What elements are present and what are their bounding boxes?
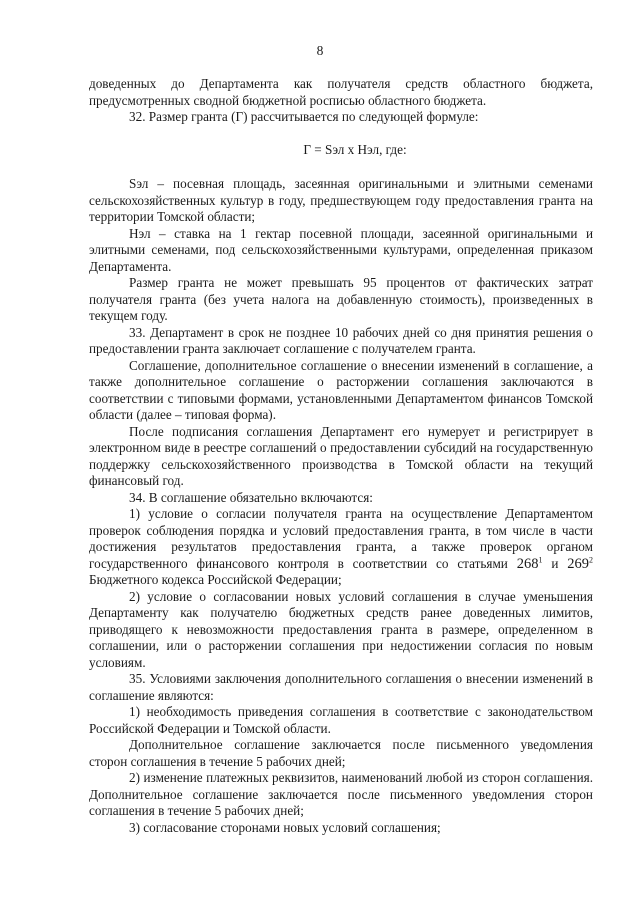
paragraph-35-item-3: 3) согласование сторонами новых условий соглашения;	[129, 819, 441, 835]
paragraph-35: 35. Условиями заключения дополнительного соглашения о внесении изменений в соглашение являются:	[89, 671, 593, 703]
paragraph-grant-limit: Размер гранта не может превышать 95 процентов от фактических затрат получателя гранта (без учета налога на добавленную стоимость), произведенных в текущем году.	[89, 275, 593, 323]
paragraph-agreement-forms: Соглашение, дополнительное соглашение о внесении изменений в соглашение, а также дополнительное соглашение о расторжении соглашения заключаются в соответствии с типовыми формами, установленными Департаментом финансов Томской области (далее – типовая форма).	[89, 357, 593, 422]
paragraph-34: 34. В соглашение обязательно включаются:	[129, 489, 373, 505]
paragraph-34-item-1-end: Бюджетного кодекса Российской Федерации;	[89, 572, 342, 587]
paragraph-32: 32. Размер гранта (Г) рассчитывается по следующей формуле:	[129, 109, 479, 124]
grant-formula: Г = Sэл х Нэл, где:	[303, 141, 407, 157]
paragraph-nel-definition: Нэл – ставка на 1 гектар посевной площади, засеянной оригинальными и элитными семенами, под сельскохозяйственными культурами, определенная приказом Департамента.	[89, 225, 593, 274]
paragraph-continuation: доведенных до Департамента как получателя средств областного бюджета, предусмотренных сводной бюджетной росписью областного бюджета.	[89, 76, 593, 108]
article-ref-2: 269	[567, 555, 590, 572]
paragraph-34-item-2: 2) условие о согласовании новых условий соглашения в случае уменьшения Департаменту как получателю бюджетных средств ранее доведенных лимитов, приводящего к невозможности предоставления гранта в размере, определенном в соглашении, или о расторжении соглашения при недостижении согласия по новым условиям.	[89, 588, 593, 670]
document-body	[89, 76, 593, 836]
paragraph-registration: После подписания соглашения Департамент его нумерует и регистрирует в электронном виде в реестре соглашений о предоставлении субсидий на государственную поддержку сельскохозяйственного производства в Томской области на текущий финансовый год.	[89, 423, 593, 488]
article-ref-and: и	[551, 555, 559, 571]
paragraph-sel-definition: Sэл – посевная площадь, засеянная оригинальными и элитными семенами сельскохозяйственных культур в году, предшествующем году предоставления гранта на территории Томской области;	[89, 176, 593, 224]
paragraph-35-item-1-note: Дополнительное соглашение заключается после письменного уведомления сторон соглашения в течение 5 рабочих дней;	[89, 737, 593, 769]
paragraph-34-item-1-text: 1) условие о согласии получателя гранта на осуществление Департаментом проверок соблюдения порядка и условий предоставления гранта, в том числе в части достижения результатов предоставления гранта, а также проверок органом государственного финансового контроля в соответствии со статьями	[89, 506, 593, 571]
paragraph-34-item-1	[89, 506, 593, 589]
article-ref-2-sup: 2	[589, 555, 594, 565]
paragraph-35-item-2: 2) изменение платежных реквизитов, наименований любой из сторон соглашения. Дополнительное соглашение заключается после письменного уведомления сторон соглашения в течение 5 рабочих дней;	[89, 770, 593, 818]
article-ref-1: 268	[516, 555, 539, 572]
paragraph-35-item-1: 1) необходимость приведения соглашения в соответствие с законодательством Российской Федерации и Томской области.	[89, 704, 593, 736]
page-number: 8	[316, 43, 324, 58]
article-ref-1-sup: 1	[538, 555, 543, 565]
paragraph-33: 33. Департамент в срок не позднее 10 рабочих дней со дня принятия решения о предоставлении гранта заключает соглашение с получателем гранта.	[89, 324, 593, 356]
